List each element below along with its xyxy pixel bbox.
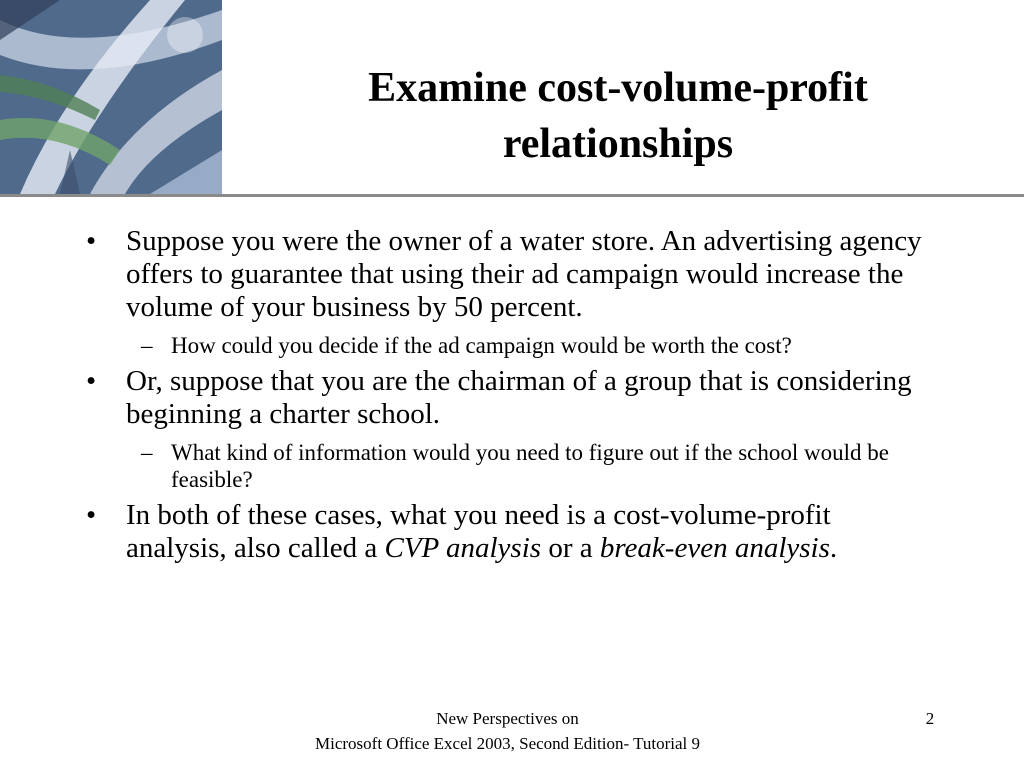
sub-bullet-marker: –	[141, 333, 153, 358]
bullet-item-3	[86, 499, 936, 565]
bullet-item-1	[86, 225, 936, 324]
footer-line1: New Perspectives on	[436, 709, 579, 728]
sub-bullet-item-1	[86, 332, 936, 359]
bullet-marker: •	[86, 225, 97, 257]
sub-bullet-marker: –	[141, 440, 153, 465]
slide-title-line2: relationships	[502, 121, 734, 167]
footer-line2: Microsoft Office Excel 2003, Second Edition- Tutorial 9	[315, 734, 700, 753]
break-even-analysis-term: break-even analysis	[599, 532, 830, 564]
sub-bullet-item-2	[86, 439, 936, 493]
footer-caption	[250, 706, 765, 756]
bullet-text: Or, suppose that you are the chairman of a group that is considering beginning a charter school.	[126, 365, 912, 430]
cvp-analysis-term: CVP analysis	[384, 532, 542, 564]
slide-title	[228, 60, 1008, 172]
bullet-item-2	[86, 365, 936, 431]
bullet-text-part: or a	[541, 532, 600, 564]
bullet-text-part: In both of these cases, what you need is a cost-volume-profit analysis, also called a	[126, 499, 831, 564]
header-divider	[0, 194, 1024, 197]
bullet-marker: •	[86, 499, 97, 531]
sub-bullet-text: What kind of information would you need to figure out if the school would be feasible?	[171, 440, 889, 492]
slide-number: 2	[925, 709, 935, 728]
bullet-marker: •	[86, 365, 97, 397]
bullet-text: Suppose you were the owner of a water store. An advertising agency offers to guarantee that using their ad campaign would increase the volume of your business by 50 percent.	[126, 225, 922, 323]
header-decorative-image	[0, 0, 222, 194]
bullet-list	[86, 225, 936, 569]
sub-bullet-text: How could you decide if the ad campaign would be worth the cost?	[171, 333, 792, 358]
bullet-text-part: .	[829, 532, 838, 564]
slide-title-line1: Examine cost-volume-profit	[368, 65, 868, 111]
